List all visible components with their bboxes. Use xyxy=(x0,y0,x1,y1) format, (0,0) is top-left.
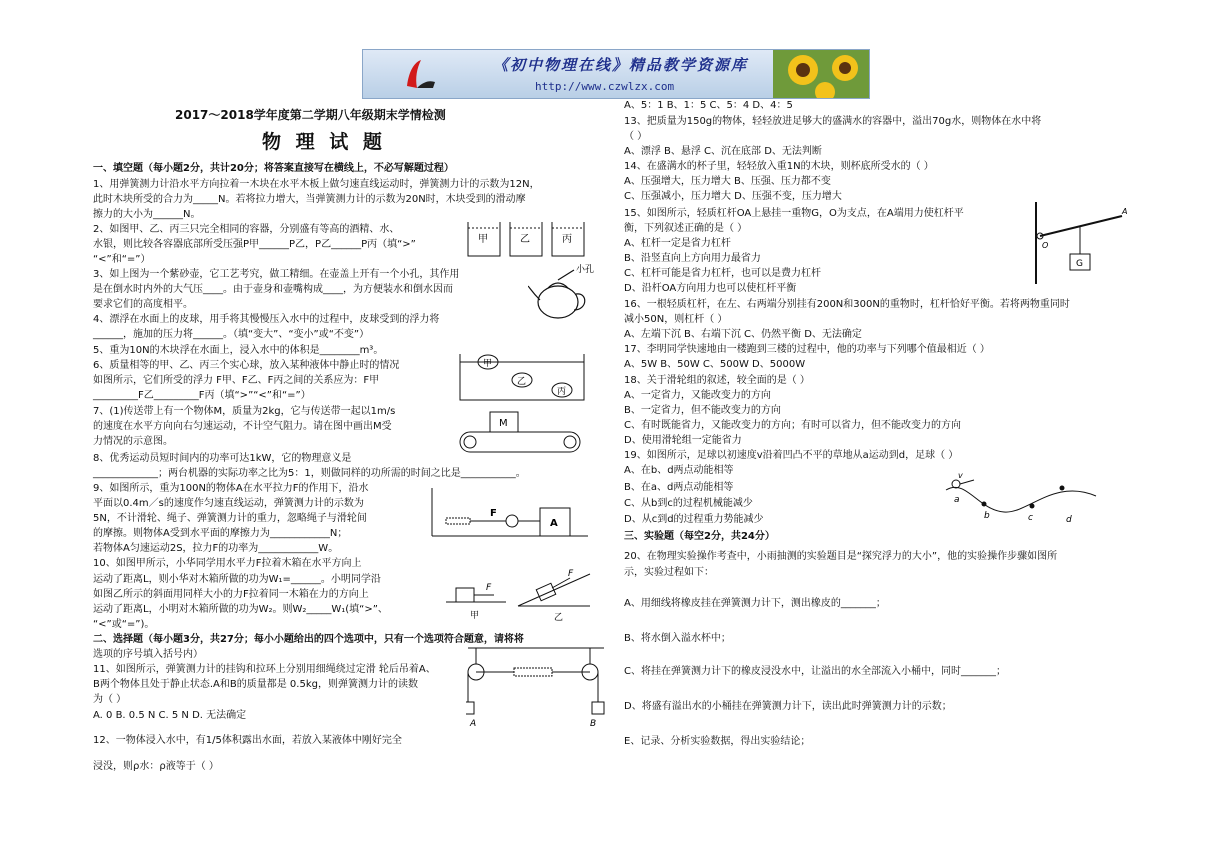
left-line: 运动了距离L，小明对木箱所做的功为W₂。则W₂_____W₁(填“>”、 xyxy=(93,604,388,615)
right-line: C、从b到c的过程机械能减少 xyxy=(624,498,753,509)
wave-label-b: b xyxy=(984,511,990,521)
right-line: A、5：1 B、1：5 C、5：4 D、4：5 xyxy=(624,100,793,111)
right-line: 17、李明同学快速地由一楼跑到三楼的过程中，他的功率与下列哪个值最相近（ ） xyxy=(624,344,990,355)
left-line: 7、(1)传送带上有一个物体M，质量为2kg，它与传送带一起以1m/s xyxy=(93,406,396,417)
spring-label-a: A xyxy=(470,719,477,728)
right-line: 三、实验题（每空2分，共24分） xyxy=(624,531,775,542)
banner-url: http://www.czwlzx.com xyxy=(535,80,675,93)
wave-figure xyxy=(944,470,1100,530)
right-line: A、杠杆一定是省力杠杆 xyxy=(624,238,731,249)
lever-figure xyxy=(1030,202,1130,284)
left-line: 6、质量相等的甲、乙、丙三个实心球，放入某种液体中静止时的情况 xyxy=(93,360,400,371)
balls-figure xyxy=(458,352,588,404)
right-line: B、将水倒入溢水杯中； xyxy=(624,633,731,644)
pulley-figure xyxy=(430,488,590,548)
right-line: C、杠杆可能是省力杠杆，也可以是费力杠杆 xyxy=(624,268,821,279)
incline-force-label-2: F xyxy=(568,569,574,579)
left-line: 一、填空题（每小题2分，共计20分；将答案直接写在横线上，不必写解题过程） xyxy=(93,163,454,174)
container-label-jia: 甲 xyxy=(478,234,488,245)
left-line: ______，施加的压力将______。（填“变大”、“变小”或“不变”） xyxy=(93,329,370,340)
right-line: D、将盛有溢出水的小桶挂在弹簧测力计下，读出此时弹簧测力计的示数； xyxy=(624,701,952,712)
left-line: “<”或“=”)。 xyxy=(93,619,155,630)
incline-label-jia: 甲 xyxy=(470,611,480,621)
left-line: 力情况的示意图。 xyxy=(93,436,173,447)
left-line: 的速度在水平方向向右匀速运动，不计空气阻力。请在图中画出M受 xyxy=(93,421,392,432)
banner-logo xyxy=(399,56,437,94)
left-line: 为（ ） xyxy=(93,694,127,705)
left-line: 平面以0.4m／s的速度作匀速直线运动，弹簧测力计的示数为 xyxy=(93,498,364,509)
left-line: 要求它们的高度相平。 xyxy=(93,299,193,310)
right-line: D、使用滑轮组一定能省力 xyxy=(624,435,742,446)
left-line: 此时木块所受的合力为_____N。若将拉力增大，当弹簧测力计的示数为20N时，木块受到的滑动摩 xyxy=(93,194,526,205)
right-line: 18、关于滑轮组的叙述，较全面的是（ ） xyxy=(624,375,810,386)
header-banner xyxy=(362,49,870,99)
left-line: “<”和“=”） xyxy=(93,254,151,265)
wave-label-v: v xyxy=(958,471,963,480)
left-line: 2、如图甲、乙、丙三只完全相同的容器，分别盛有等高的酒精、水、 xyxy=(93,224,400,235)
ball-label-yi: 乙 xyxy=(517,377,527,387)
left-line: 12、一物体浸入水中，有1/5体积露出水面，若放入某液体中刚好完全 xyxy=(93,735,402,746)
exam-title: 2017～2018学年度第二学期八年级期末学情检测 xyxy=(175,108,446,122)
left-line: 若物体A匀速运动2S，拉力F的功率为____________W。 xyxy=(93,543,339,554)
left-line: A. 0 B. 0.5 N C. 5 N D. 无法确定 xyxy=(93,710,247,721)
incline-label-yi: 乙 xyxy=(554,613,564,623)
right-line: 20、在物理实验操作考查中，小雨抽测的实验题目是“探究浮力的大小”，他的实验操作步骤如图所 xyxy=(624,551,1058,562)
sunflower-image xyxy=(773,50,869,98)
right-line: A、用细线将橡皮挂在弹簧测力计下，测出橡皮的_______； xyxy=(624,598,886,609)
right-line: 减小50N，则杠杆（ ） xyxy=(624,314,728,325)
wave-label-d: d xyxy=(1066,515,1072,525)
right-line: 19、如图所示，足球以初速度v沿着凹凸不平的草地从a运动到d，足球（ ） xyxy=(624,450,959,461)
left-line: 水银，则比较各容器底部所受压强P甲______P乙，P乙______P丙（填“>” xyxy=(93,239,416,250)
right-line: 衡，下列叙述正确的是（ ） xyxy=(624,223,748,234)
left-line: 选项的序号填入括号内） xyxy=(93,649,203,660)
right-line: C、压强减小，压力增大 D、压强不变，压力增大 xyxy=(624,191,842,202)
right-line: E、记录、分析实验数据，得出实验结论； xyxy=(624,736,811,747)
spring-label-b: B xyxy=(590,719,597,728)
left-line: 5、重为10N的木块浮在水面上，浸入水中的体积是________m³。 xyxy=(93,345,384,356)
box-label: M xyxy=(499,418,508,429)
incline-figure xyxy=(446,566,594,626)
right-line: B、在a、d两点动能相等 xyxy=(624,482,734,493)
right-line: 示，实验过程如下： xyxy=(624,567,714,578)
right-line: B、一定省力，但不能改变力的方向 xyxy=(624,405,781,416)
right-line: A、左端下沉 B、右端下沉 C、仍然平衡 D、无法确定 xyxy=(624,329,862,340)
left-line: 9、如图所示，重为100N的物体A在水平拉力F的作用下，沿水 xyxy=(93,483,369,494)
left-line: 如图所示，它们所受的浮力 F甲、F乙、F丙之间的关系应为：F甲 xyxy=(93,375,380,386)
lever-label-o: O xyxy=(1042,241,1049,250)
left-line: 的摩擦。则物体A受到水平面的摩擦力为____________N； xyxy=(93,528,348,539)
lever-label-g: G xyxy=(1076,259,1083,269)
left-line: 浸没，则ρ水：ρ液等于（ ） xyxy=(93,761,219,772)
left-line: 8、优秀运动员短时间内的功率可达1kW，它的物理意义是 xyxy=(93,453,352,464)
right-line: C、有时既能省力，又能改变力的方向；有时可以省力，但不能改变力的方向 xyxy=(624,420,961,431)
right-line: A、压强增大，压力增大 B、压强、压力都不变 xyxy=(624,176,831,187)
teapot-hole-label: 小孔 xyxy=(576,265,595,275)
left-line: _________F乙_________F丙（填“>”“<”和“=”） xyxy=(93,390,311,401)
lever-label-a: A xyxy=(1122,207,1128,216)
right-line: A、5W B、50W C、500W D、5000W xyxy=(624,359,806,370)
left-line: 擦力的大小为______N。 xyxy=(93,209,201,220)
left-line: 如图乙所示的斜面用同样大小的力F拉着同一木箱在力的方向上 xyxy=(93,589,369,600)
ball-label-jia: 甲 xyxy=(483,359,493,369)
wave-label-a: a xyxy=(954,495,960,505)
left-line: 1、用弹簧测力计沿水平方向拉着一木块在水平木板上做匀速直线运动时，弹簧测力计的示数为12N， xyxy=(93,179,540,190)
banner-title: 《初中物理在线》精品教学资源库 xyxy=(493,56,749,74)
pulley-box-label: A xyxy=(550,518,558,529)
left-line: 二、选择题（每小题3分，共27分；每小小题给出的四个选项中，只有一个选项符合题意，请将将 xyxy=(93,634,524,645)
right-line: 15、如图所示，轻质杠杆OA上悬挂一重物G，O为支点，在A端用力使杠杆平 xyxy=(624,208,964,219)
left-line: _____________；两台机器的实际功率之比为5：1，则做同样的功所需的时间之比是___________。 xyxy=(93,468,526,479)
left-line: 10、如图甲所示，小华同学用水平力F拉着木箱在水平方向上 xyxy=(93,558,362,569)
right-line: 13、把质量为150g的物体，轻轻放进足够大的盛满水的容器中，溢出70g水，则物体在水中将 xyxy=(624,116,1042,127)
pulley-force-label: F xyxy=(490,508,497,519)
container-label-bing: 丙 xyxy=(562,234,572,245)
right-line: 14、在盛满水的杯子里，轻轻放入重1N的木块，则杯底所受水的（ ） xyxy=(624,161,934,172)
right-line: （ ） xyxy=(624,131,648,142)
right-line: 16、一根轻质杠杆，在左、右两端分别挂有200N和300N的重物时，杠杆恰好平衡。若将两物重同时 xyxy=(624,299,1070,310)
left-line: B两个物体且处于静止状态.A和B的质量都是 0.5kg，则弹簧测力计的读数 xyxy=(93,679,418,690)
incline-force-label-1: F xyxy=(486,583,492,593)
left-line: 是在倒水时内外的大气压____。由于壶身和壶嘴构成____，为方便装水和倒水因而 xyxy=(93,284,453,295)
right-line: A、在b、d两点动能相等 xyxy=(624,465,734,476)
right-line: A、一定省力，又能改变力的方向 xyxy=(624,390,771,401)
teapot-figure xyxy=(528,262,598,326)
right-line: D、沿杆OA方向用力也可以使杠杆平衡 xyxy=(624,283,797,294)
right-line: A、漂浮 B、悬浮 C、沉在底部 D、无法判断 xyxy=(624,146,822,157)
subject-title: 物 理 试 题 xyxy=(262,131,386,153)
left-line: 3、如上图为一个紫砂壶，它工艺考究，做工精细。在壶盖上开有一个小孔，其作用 xyxy=(93,269,460,280)
left-line: 运动了距离L，则小华对木箱所做的功为W₁=______。小明同学沿 xyxy=(93,574,381,585)
right-line: B、沿竖直向上方向用力最省力 xyxy=(624,253,761,264)
right-line: D、从c到d的过程重力势能减少 xyxy=(624,514,764,525)
left-line: 4、漂浮在水面上的皮球，用手将其慢慢压入水中的过程中，皮球受到的浮力将 xyxy=(93,314,440,325)
left-line: 11、如图所示，弹簧测力计的挂钩和拉环上分别用细绳绕过定滑 轮后吊着A、 xyxy=(93,664,436,675)
conveyor-figure xyxy=(456,410,584,458)
spring-scale-figure xyxy=(466,644,606,728)
right-line: C、将挂在弹簧测力计下的橡皮浸没水中，让溢出的水全部流入小桶中，同时_______； xyxy=(624,666,1006,677)
containers-figure xyxy=(464,216,590,260)
wave-label-c: c xyxy=(1028,513,1033,523)
ball-label-bing: 丙 xyxy=(557,387,567,397)
container-label-yi: 乙 xyxy=(520,234,530,245)
left-line: 5N，不计滑轮、绳子、弹簧测力计的重力，忽略绳子与滑轮间 xyxy=(93,513,367,524)
